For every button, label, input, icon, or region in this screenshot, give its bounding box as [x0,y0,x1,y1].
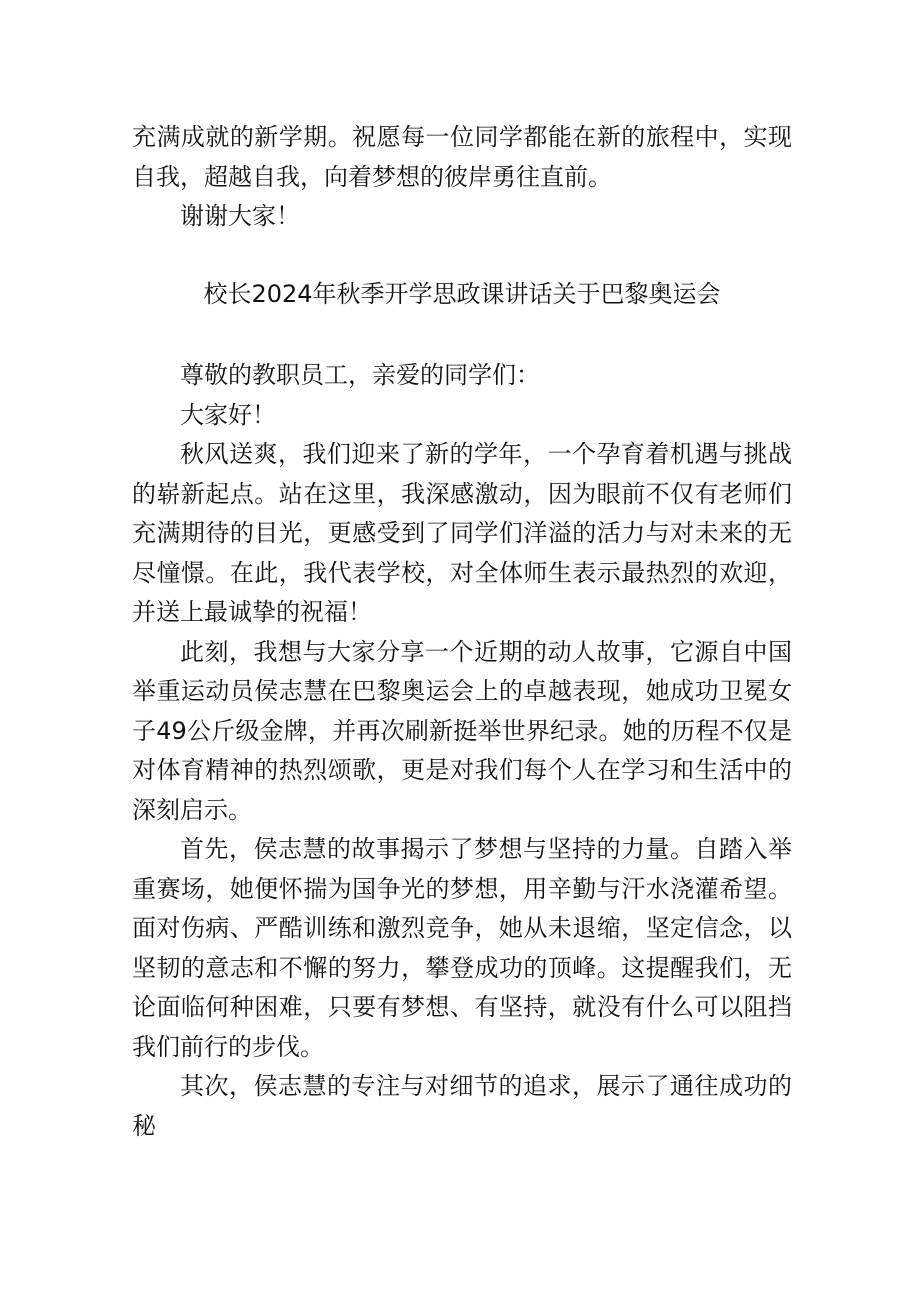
continuation-paragraph: 充满成就的新学期。祝愿每一位同学都能在新的旅程中，实现自我，超越自我，向着梦想的彼岸勇往直前。 [132,123,792,191]
body-paragraph-1: 秋风送爽，我们迎来了新的学年，一个孕育着机遇与挑战的崭新起点。站在这里，我深感激动，因为眼前不仅有老师们充满期待的目光，更感受到了同学们洋溢的活力与对未来的无尽憧憬。在此，我代表学校，对全体师生表示最热烈的欢迎，并送上最诚挚的祝福！ [132,440,792,626]
body-paragraph-2: 此刻，我想与大家分享一个近期的动人故事，它源自中国举重运动员侯志慧在巴黎奥运会上的卓越表现，她成功卫冕女子49公斤级金牌，并再次刷新挺举世界纪录。她的历程不仅是对体育精神的热烈颂歌，更是对我们每个人在学习和生活中的深刻启示。 [132,637,792,824]
document-title: 校长2024年秋季开学思政课讲话关于巴黎奥运会 [203,279,721,308]
closing-line: 谢谢大家！ [180,202,300,230]
salutation-line: 尊敬的教职员工，亲爱的同学们： [180,361,540,389]
greeting-line: 大家好！ [180,400,276,429]
body-paragraph-4: 其次，侯志慧的专注与对细节的追求，展示了通往成功的秘 [132,1072,792,1140]
document-body [132,118,792,1146]
body-paragraph-3: 首先，侯志慧的故事揭示了梦想与坚持的力量。自踏入举重赛场，她便怀揣为国争光的梦想，用辛勤与汗水浇灌希望。面对伤病、严酷训练和激烈竞争，她从未退缩，坚定信念，以坚韧的意志和不懈的努力，攀登成功的顶峰。这提醒我们，无论面临何种困难，只要有梦想、有坚持，就没有什么可以阻挡我们前行的步伐。 [132,835,792,1061]
